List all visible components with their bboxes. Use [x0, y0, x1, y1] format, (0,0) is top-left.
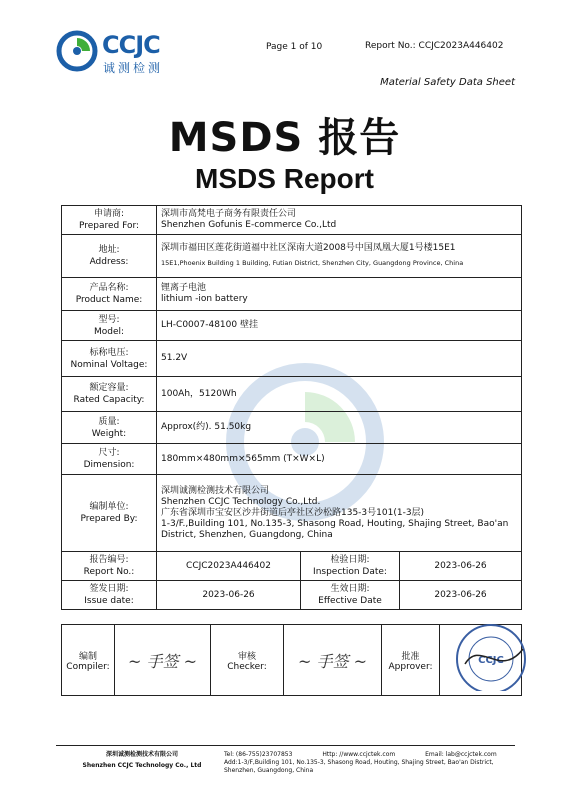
- label-en: Weight:: [91, 428, 127, 439]
- address-en: 1-3/F.,Building 101, No.135-3, Shasong Road, Houting, Shajing Street, Bao'an District, Shenzhen, Guangdong, China: [161, 518, 509, 540]
- label-cn: 检验日期:: [330, 555, 370, 565]
- footer-contact: [224, 751, 519, 775]
- row-issue-date: [62, 581, 522, 610]
- checker-label-cn: 审核: [237, 651, 256, 662]
- footer-address: Add:1-3/F,Building 101, No.135-3, Shasong Road, Houting, Shajing Street, Bao'an District, Shenzhen, Guangdong, China: [224, 759, 494, 774]
- compiler-signature: ~ 手签 ~: [128, 651, 197, 671]
- label-cn: 型号:: [98, 314, 120, 325]
- row-prepared-by: [62, 475, 522, 552]
- row-capacity: [62, 377, 522, 412]
- logo-cn: 诚测检测: [103, 61, 164, 75]
- footer-email[interactable]: Email: lab@ccjctek.com: [425, 751, 497, 758]
- logo-name: CCJC: [102, 31, 160, 59]
- label-en: Nominal Voltage:: [70, 359, 148, 370]
- footer-http[interactable]: Http: //www.ccjctek.com: [322, 751, 396, 758]
- footer-divider: [56, 745, 515, 746]
- title-en: MSDS Report: [195, 163, 374, 194]
- value: Approx(约). 51.50kg: [161, 422, 252, 432]
- label-en: Prepared For:: [78, 221, 140, 231]
- label-en: Product Name:: [75, 295, 143, 305]
- row-weight: [62, 412, 522, 444]
- label-cn: 尺寸:: [98, 448, 120, 458]
- label-en: Model:: [93, 326, 125, 337]
- footer-tel: Tel: (86-755)23707853: [224, 751, 293, 758]
- company-seal-icon: [445, 619, 537, 691]
- value-en: lithium -ion battery: [161, 294, 248, 304]
- document-subtitle: Material Safety Data Sheet: [380, 77, 515, 88]
- footer-company-cn: 深圳诚测检测技术有限公司: [105, 751, 178, 758]
- value-cn: 深圳市高梵电子商务有限责任公司: [161, 209, 297, 219]
- label-en: Dimension:: [83, 460, 135, 470]
- value-cn: 深圳市福田区莲花街道福中社区深南大道2008号中国凤凰大厦1号楼15E1: [161, 243, 456, 253]
- row-product-name: [62, 278, 522, 311]
- effective-date-value: 2023-06-26: [400, 581, 522, 610]
- company-logo: [56, 30, 186, 78]
- label-cn: 产品名称:: [89, 283, 129, 293]
- row-model: [62, 311, 522, 341]
- label-en: Effective Date: [318, 596, 382, 606]
- inspection-date-value: 2023-06-26: [400, 552, 522, 581]
- value-cn: 深圳诚测检测技术有限公司: [161, 485, 270, 496]
- label-en: Report No.:: [83, 567, 135, 577]
- value-cn: 锂离子电池: [161, 283, 207, 293]
- page-number: Page 1 of 10: [266, 42, 323, 52]
- value-en: Shenzhen Gofunis E-commerce Co.,Ltd: [161, 220, 337, 230]
- label-cn: 签发日期:: [89, 584, 129, 594]
- checker-signature: ~ 手签 ~: [298, 651, 367, 671]
- row-address: [62, 235, 522, 278]
- checker-label-en: Checker:: [227, 661, 267, 672]
- label-cn: 生效日期:: [330, 584, 370, 594]
- row-report-number: [62, 552, 522, 581]
- header-report-number: Report No.: CCJC2023A446402: [365, 41, 504, 51]
- row-prepared-for: [62, 206, 522, 235]
- label-cn: 额定容量:: [89, 383, 129, 393]
- label-cn: 编制单位:: [89, 502, 129, 512]
- label-cn: 申请商:: [93, 209, 125, 219]
- label-cn: 地址:: [98, 245, 120, 255]
- value-en: Shenzhen CCJC Technology Co.,Ltd.: [161, 496, 321, 507]
- report-number-value: CCJC2023A446402: [157, 552, 301, 581]
- approver-label-en: Approver:: [388, 661, 433, 672]
- label-cn: 标称电压:: [89, 347, 129, 358]
- value: 180mm×480mm×565mm (T×W×L): [161, 453, 325, 464]
- signature-table: [61, 624, 522, 696]
- issue-date-value: 2023-06-26: [157, 581, 301, 610]
- label-cn: 报告编号:: [89, 555, 129, 565]
- row-dimension: [62, 444, 522, 475]
- label-en: Prepared By:: [80, 514, 138, 524]
- label-en: Rated Capacity:: [73, 395, 145, 405]
- label-cn: 质量:: [98, 416, 120, 427]
- row-voltage: [62, 341, 522, 377]
- address-cn: 广东省深圳市宝安区沙井街道后亭社区沙松路135-3号101(1-3层): [161, 507, 425, 518]
- value: 51.2V: [161, 353, 188, 363]
- svg-text:CCJC: CCJC: [478, 655, 504, 666]
- label-en: Address:: [89, 257, 129, 267]
- title-cn: MSDS 报告: [168, 115, 401, 161]
- logo-ring-icon: [56, 30, 98, 72]
- info-table: [61, 205, 522, 610]
- label-en: Inspection Date:: [313, 567, 387, 577]
- footer-company-en: Shenzhen CCJC Technology Co., Ltd: [82, 762, 202, 769]
- value: LH-C0007-48100 壁挂: [161, 320, 258, 330]
- compiler-label-en: Compiler:: [66, 661, 110, 672]
- value: 100Ah，5120Wh: [161, 388, 237, 399]
- footer-company: [72, 751, 212, 770]
- approver-label-cn: 批准: [401, 651, 420, 662]
- label-en: Issue date:: [84, 596, 134, 606]
- value-en: 15E1,Phoenix Building 1 Building, Futian District, Shenzhen City, Guangdong Province, China: [161, 259, 464, 267]
- compiler-label-cn: 编制: [78, 651, 97, 662]
